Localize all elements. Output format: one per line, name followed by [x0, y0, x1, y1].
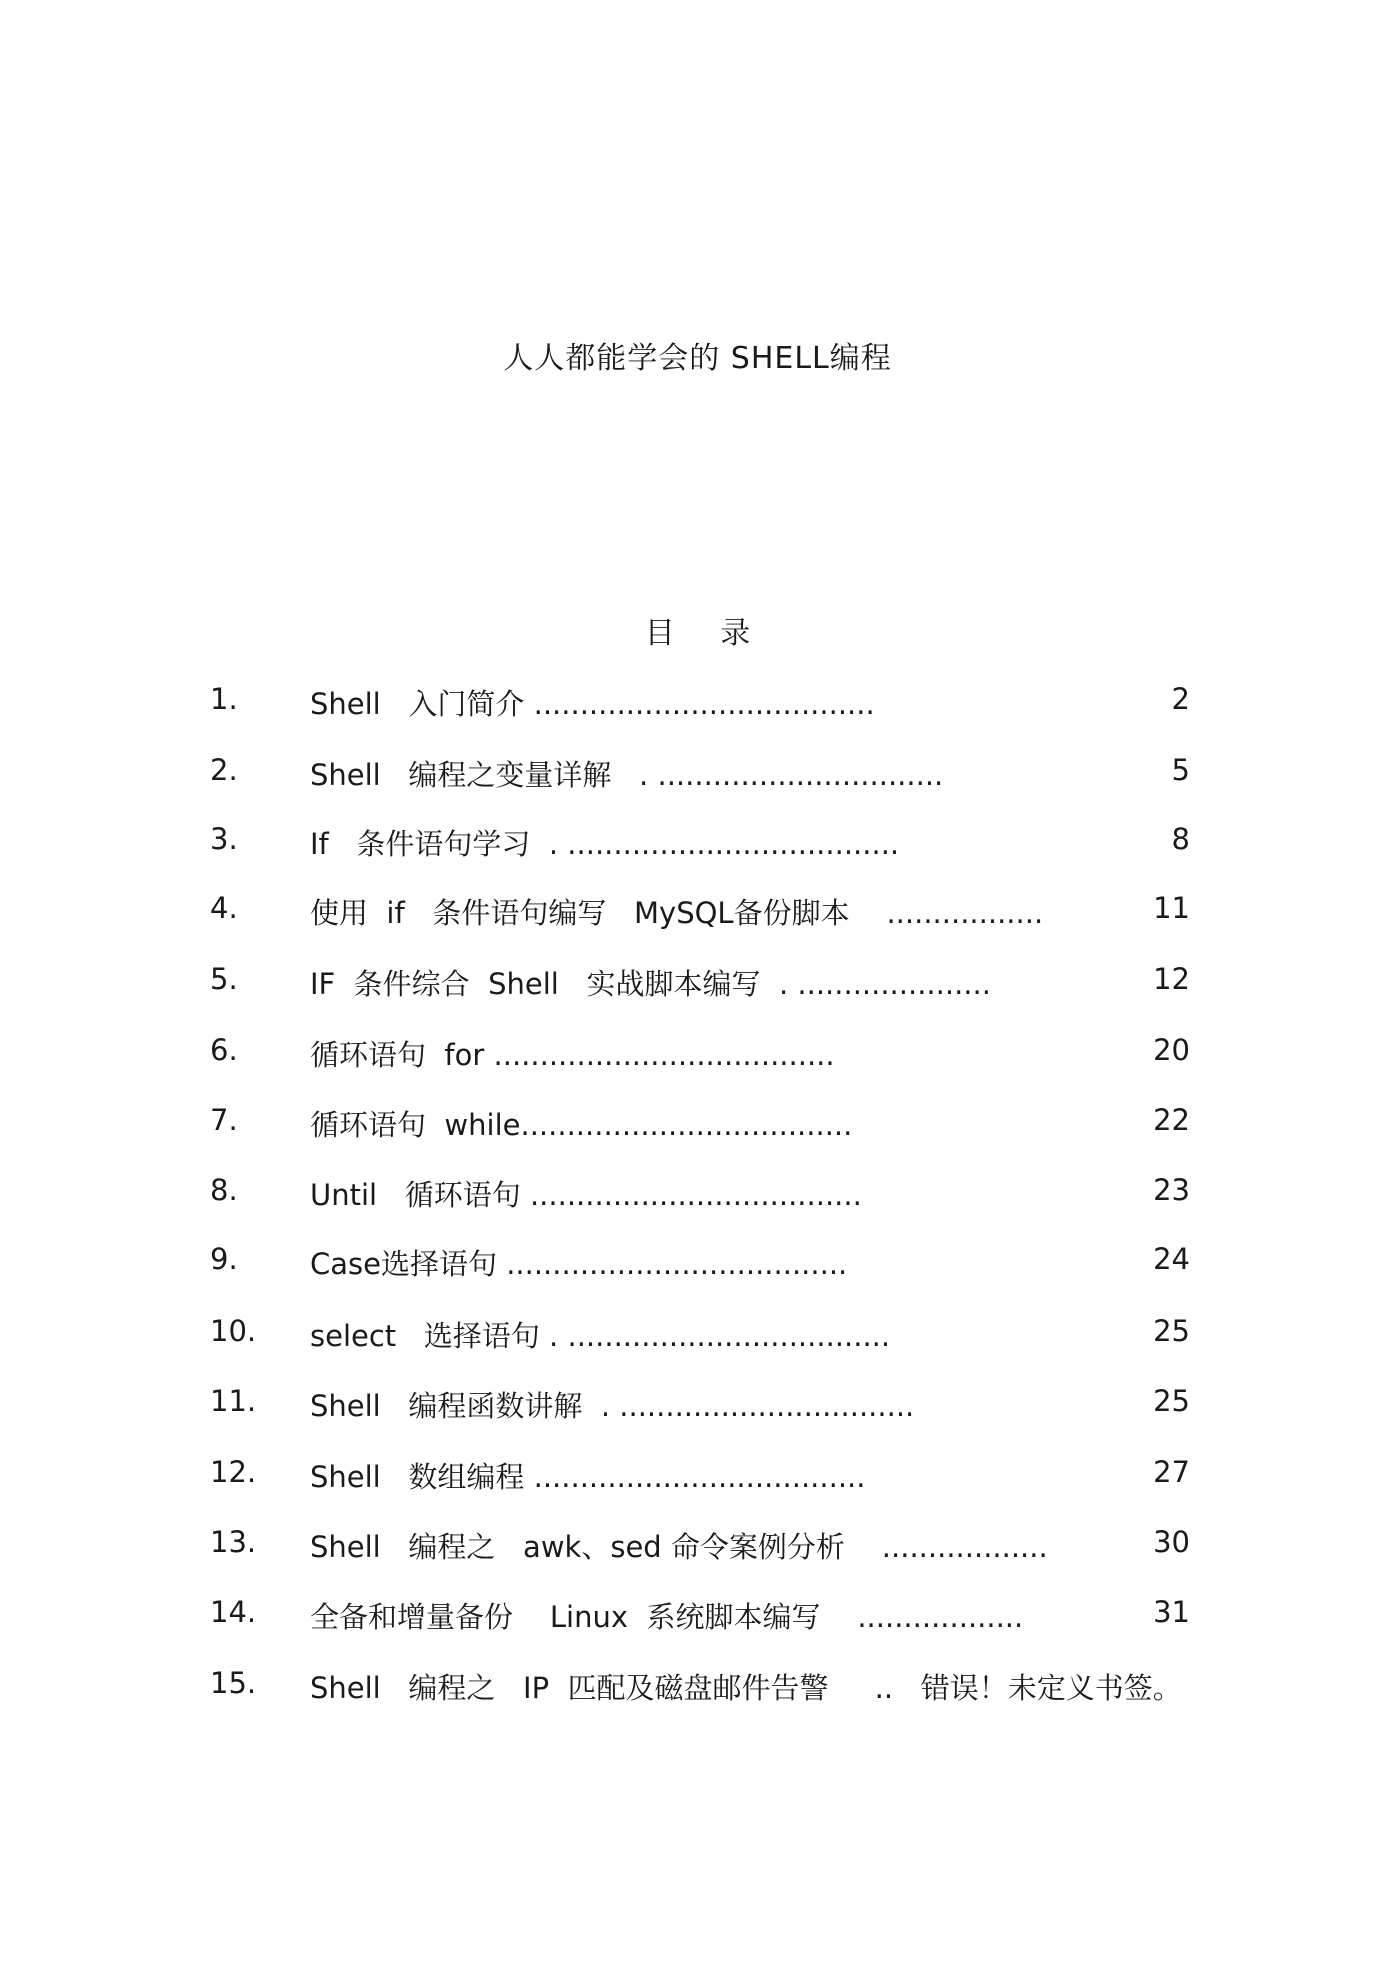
- toc-entry[interactable]: [210, 682, 1190, 722]
- toc-entry-title: IF 条件综合 Shell 实战脚本编写 . .....................: [310, 967, 991, 1001]
- toc-entry-number: 6.: [210, 1033, 238, 1067]
- toc-entry[interactable]: [210, 962, 1190, 1002]
- page-title: 人人都能学会的 SHELL编程: [503, 341, 892, 376]
- toc-entry-number: 2.: [210, 753, 238, 787]
- toc-entry-title: Until 循环语句 ....................................: [310, 1178, 862, 1212]
- toc-entry[interactable]: [210, 1384, 1190, 1424]
- toc-entry-page: 12: [1153, 962, 1190, 996]
- toc-entry[interactable]: [210, 1033, 1190, 1073]
- toc-entry-title: 循环语句 for .....................................: [310, 1038, 835, 1072]
- toc-entry[interactable]: [210, 1242, 1190, 1282]
- toc-entry-number: 1.: [210, 682, 238, 716]
- toc-entry-number: 11.: [210, 1384, 257, 1418]
- toc-entry-page: 25: [1153, 1384, 1190, 1418]
- toc-entry[interactable]: [210, 891, 1190, 931]
- toc-entry-number: 14.: [210, 1595, 257, 1629]
- toc-entry-page: 24: [1153, 1242, 1190, 1276]
- toc-entry-number: 15.: [210, 1666, 257, 1700]
- toc-entry[interactable]: [210, 1173, 1190, 1213]
- toc-entry-page: 30: [1153, 1525, 1190, 1559]
- toc-entry-title: Case选择语句 .....................................: [310, 1247, 848, 1281]
- toc-entry-title: Shell 入门简介 .....................................: [310, 687, 875, 721]
- toc-heading: 目 录: [644, 616, 769, 651]
- toc-entry-page: 5: [1171, 753, 1190, 787]
- toc-entry-page: 22: [1153, 1103, 1190, 1137]
- toc-entry-number: 9.: [210, 1242, 238, 1276]
- toc-entry-number: 13.: [210, 1525, 257, 1559]
- toc-entry-number: 7.: [210, 1103, 238, 1137]
- toc-entry-title: 使用 if 条件语句编写 MySQL备份脚本 .................: [310, 896, 1044, 930]
- toc-entry-page: 23: [1153, 1173, 1190, 1207]
- toc-entry-title: Shell 编程之变量详解 . ...............................: [310, 758, 944, 792]
- toc-entry-page: 2: [1171, 682, 1190, 716]
- toc-entry-number: 3.: [210, 822, 238, 856]
- toc-entry-title: Shell 编程之 awk、sed 命令案例分析 ..................: [310, 1530, 1048, 1564]
- toc-entry-page: 20: [1153, 1033, 1190, 1067]
- toc-entry-number: 4.: [210, 891, 238, 925]
- toc-entry-title: Shell 编程函数讲解 . ................................: [310, 1389, 915, 1423]
- toc-entry[interactable]: [210, 1314, 1190, 1354]
- toc-entry-title: 全备和增量备份 Linux 系统脚本编写 ..................: [310, 1600, 1024, 1634]
- toc-entry-page: 31: [1153, 1595, 1190, 1629]
- toc-entry-number: 12.: [210, 1455, 257, 1489]
- toc-entry-title: Shell 编程之 IP 匹配及磁盘邮件告警 .. 错误！未定义书签。: [310, 1671, 1182, 1705]
- toc-entry-title: Shell 数组编程 ....................................: [310, 1460, 866, 1494]
- toc-entry[interactable]: [210, 1525, 1190, 1565]
- toc-entry[interactable]: [210, 1595, 1190, 1635]
- toc-entry-title: 循环语句 while....................................: [310, 1108, 853, 1142]
- toc-entry-number: 5.: [210, 962, 238, 996]
- toc-entry[interactable]: [210, 822, 1190, 862]
- toc-entry-page: 11: [1153, 891, 1190, 925]
- toc-entry[interactable]: [210, 1455, 1190, 1495]
- toc-entry-number: 8.: [210, 1173, 238, 1207]
- toc-entry-number: 10.: [210, 1314, 257, 1348]
- toc-entry-page: 27: [1153, 1455, 1190, 1489]
- toc-entry-page: 25: [1153, 1314, 1190, 1348]
- toc-entry-title: select 选择语句 . ...................................: [310, 1319, 891, 1353]
- toc-entry[interactable]: [210, 1666, 1190, 1706]
- toc-entry-page: 8: [1171, 822, 1190, 856]
- toc-entry-title: If 条件语句学习 . ....................................: [310, 827, 900, 861]
- toc-entry[interactable]: [210, 753, 1190, 793]
- toc-entry[interactable]: [210, 1103, 1190, 1143]
